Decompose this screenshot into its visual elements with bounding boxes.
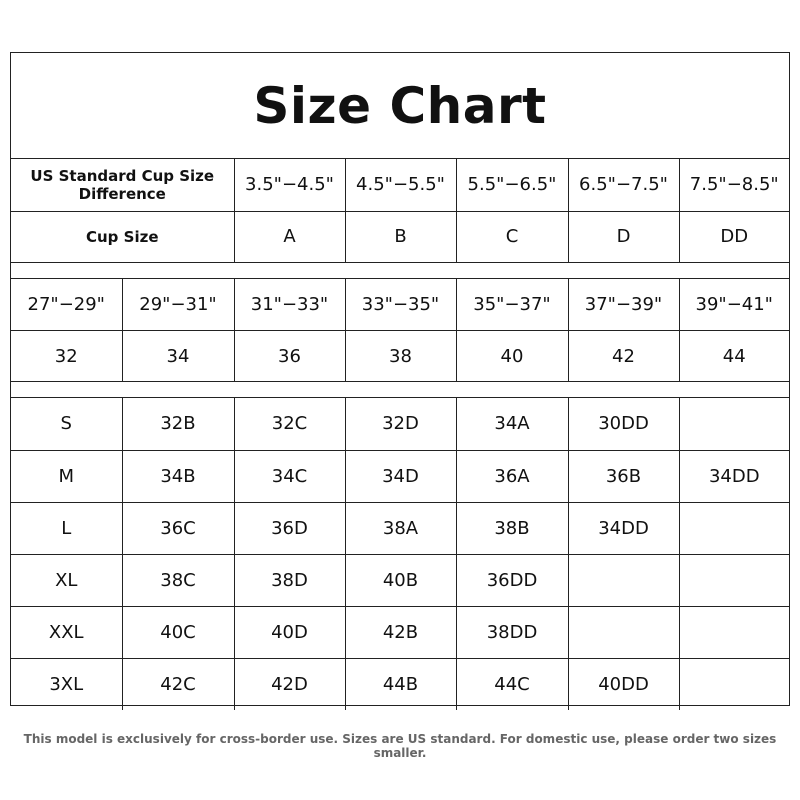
size-value-cell: 42C <box>122 658 234 710</box>
size-value-cell <box>679 606 789 658</box>
size-value-cell <box>679 398 789 450</box>
size-value-cell: 40DD <box>568 658 679 710</box>
size-value-cell: 36B <box>568 450 679 502</box>
size-value-cell: 40D <box>234 606 345 658</box>
size-value-cell: 40C <box>122 606 234 658</box>
band-range-cell: 27"−29" <box>11 279 122 331</box>
cup-size-cell: A <box>234 211 345 262</box>
cup-difference-label: US Standard Cup Size Difference <box>11 159 234 211</box>
cup-size-cell: B <box>345 211 456 262</box>
size-value-cell: 40B <box>345 554 456 606</box>
band-size-cell: 40 <box>456 331 568 382</box>
size-value-cell <box>568 606 679 658</box>
size-value-cell: 36DD <box>456 554 568 606</box>
band-size-cell: 32 <box>11 331 122 382</box>
size-value-cell: 32B <box>122 398 234 450</box>
band-size-row <box>11 331 789 382</box>
band-range-row <box>11 279 789 331</box>
size-label-cell: 3XL <box>11 658 122 710</box>
cup-difference-row <box>11 159 789 211</box>
band-range-cell: 31"−33" <box>234 279 345 331</box>
size-label-cell: XXL <box>11 606 122 658</box>
cup-size-row <box>11 211 789 262</box>
size-mapping-table <box>11 398 789 710</box>
row-spacer <box>11 382 789 398</box>
band-range-cell: 29"−31" <box>122 279 234 331</box>
row-spacer <box>11 262 789 278</box>
size-label-cell: L <box>11 502 122 554</box>
size-value-cell: 38A <box>345 502 456 554</box>
size-value-cell <box>679 658 789 710</box>
band-size-cell: 44 <box>679 331 789 382</box>
band-range-cell: 39"−41" <box>679 279 789 331</box>
size-row <box>11 398 789 450</box>
size-value-cell <box>568 554 679 606</box>
band-range-cell: 37"−39" <box>568 279 679 331</box>
cup-size-cell: D <box>568 211 679 262</box>
cup-difference-cell: 4.5"−5.5" <box>345 159 456 211</box>
band-size-cell: 42 <box>568 331 679 382</box>
size-value-cell: 44B <box>345 658 456 710</box>
size-value-cell: 36C <box>122 502 234 554</box>
size-label-cell: XL <box>11 554 122 606</box>
size-row <box>11 658 789 710</box>
size-value-cell: 42D <box>234 658 345 710</box>
size-value-cell: 32D <box>345 398 456 450</box>
size-value-cell: 30DD <box>568 398 679 450</box>
band-size-cell: 36 <box>234 331 345 382</box>
size-value-cell: 32C <box>234 398 345 450</box>
size-value-cell: 34DD <box>679 450 789 502</box>
cup-difference-cell: 3.5"−4.5" <box>234 159 345 211</box>
size-value-cell: 38DD <box>456 606 568 658</box>
size-value-cell: 36A <box>456 450 568 502</box>
band-size-table <box>11 279 789 399</box>
size-value-cell <box>679 502 789 554</box>
cup-size-label: Cup Size <box>11 211 234 262</box>
cup-difference-cell: 5.5"−6.5" <box>456 159 568 211</box>
page-title: Size Chart <box>11 53 789 159</box>
size-value-cell: 34C <box>234 450 345 502</box>
size-value-cell: 34DD <box>568 502 679 554</box>
size-row <box>11 606 789 658</box>
band-range-cell: 35"−37" <box>456 279 568 331</box>
size-value-cell: 36D <box>234 502 345 554</box>
size-value-cell <box>679 554 789 606</box>
size-value-cell: 34A <box>456 398 568 450</box>
size-value-cell: 38D <box>234 554 345 606</box>
size-row <box>11 554 789 606</box>
size-value-cell: 44C <box>456 658 568 710</box>
size-value-cell: 34B <box>122 450 234 502</box>
size-value-cell: 38B <box>456 502 568 554</box>
cup-size-table <box>11 159 789 279</box>
size-label-cell: M <box>11 450 122 502</box>
cup-size-cell: DD <box>679 211 789 262</box>
band-range-cell: 33"−35" <box>345 279 456 331</box>
size-value-cell: 42B <box>345 606 456 658</box>
band-size-cell: 38 <box>345 331 456 382</box>
size-value-cell: 34D <box>345 450 456 502</box>
band-size-cell: 34 <box>122 331 234 382</box>
size-value-cell: 38C <box>122 554 234 606</box>
footnote: This model is exclusively for cross-border use. Sizes are US standard. For domestic use, please order two sizes smaller. <box>23 732 777 760</box>
size-row <box>11 450 789 502</box>
size-chart-table <box>10 52 790 706</box>
cup-difference-cell: 7.5"−8.5" <box>679 159 789 211</box>
cup-size-cell: C <box>456 211 568 262</box>
size-row <box>11 502 789 554</box>
size-label-cell: S <box>11 398 122 450</box>
cup-difference-cell: 6.5"−7.5" <box>568 159 679 211</box>
